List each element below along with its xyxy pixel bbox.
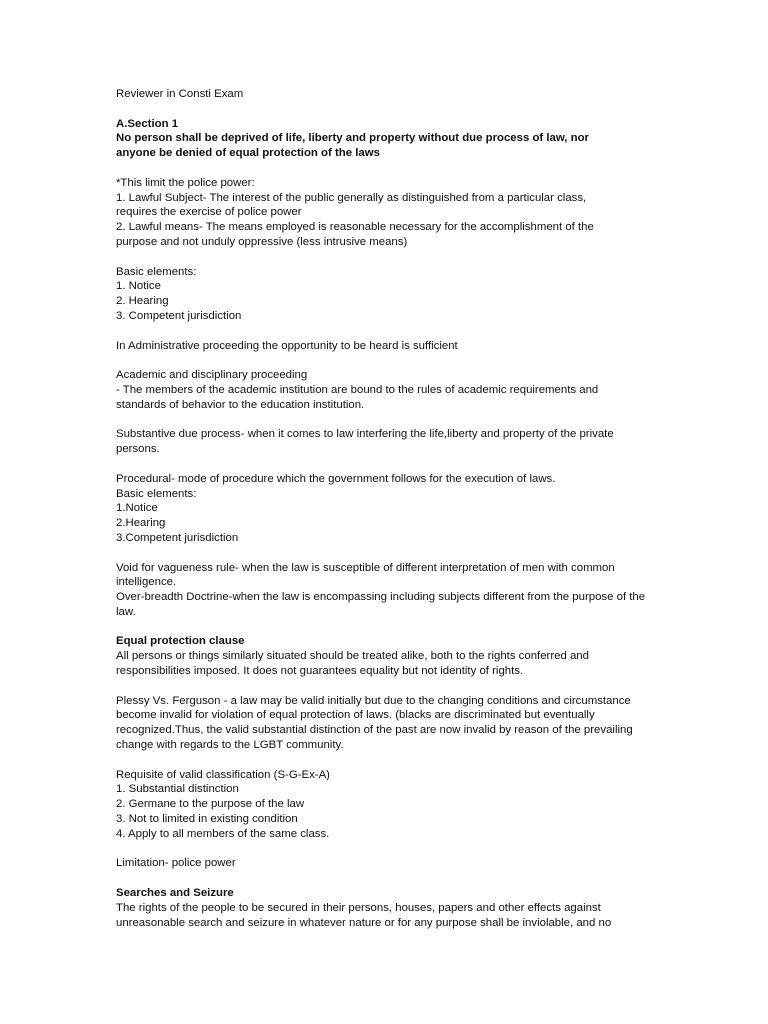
substantive-due-process: Substantive due process- when it comes to law interfering the life,liberty and property of the private persons.	[116, 428, 614, 456]
document-title: Reviewer in Consti Exam	[116, 88, 244, 100]
equal-protection-text: All persons or things similarly situated should be treated alike, both to the rights conferred and responsibilities imposed. It does not guarantees equality but not identity of rights.	[116, 650, 589, 678]
section-a-heading: A.Section 1	[116, 117, 179, 130]
procedural-text: Procedural- mode of procedure which the government follows for the execution of laws.	[116, 472, 556, 485]
basic-element-item: 1. Notice	[116, 280, 161, 293]
basic-element-item: 3. Competent jurisdiction	[116, 309, 242, 322]
classification-item: 4. Apply to all members of the same class.	[116, 827, 330, 840]
classification-item: 2. Germane to the purpose of the law	[116, 798, 305, 811]
void-for-vagueness-rule: Void for vagueness rule- when the law is susceptible of different interpretation of men with common intelligence.	[116, 561, 615, 589]
limitation-note: Limitation- police power	[116, 857, 236, 870]
equal-protection-heading: Equal protection clause	[116, 635, 245, 648]
searches-seizure-heading: Searches and Seizure	[116, 887, 234, 900]
police-power-intro: *This limit the police power:	[116, 176, 255, 189]
searches-seizure-text: The rights of the people to be secured in their persons, houses, papers and other effects against unreasonable search and seizure in whatever nature or for any purpose shall be inviolable, and no	[116, 901, 612, 929]
police-power-item-1: 1. Lawful Subject- The interest of the public generally as distinguished from a particular class, requires the exercise of police power	[116, 191, 587, 219]
procedural-element-item: 2.Hearing	[116, 517, 166, 530]
plessy-vs-ferguson: Plessy Vs. Ferguson - a law may be valid initially but due to the changing conditions and circumstance become invalid for violation of equal protection of laws. (blacks are discriminated but eventually recognized.Thus, the valid substantial distinction of the past are now invalid by reason of the prevailing change with regards to the LGBT community.	[116, 694, 633, 752]
basic-element-item: 2. Hearing	[116, 295, 169, 308]
academic-heading: Academic and disciplinary proceeding	[116, 369, 308, 382]
academic-text: - The members of the academic institution are bound to the rules of academic requirements and standards of behavior to the education institution.	[116, 383, 599, 411]
section-a-provision: No person shall be deprived of life, liberty and property without due process of law, nor anyone be denied of equal protection of the laws	[116, 132, 589, 160]
overbreadth-doctrine: Over-breadth Doctrine-when the law is encompassing including subjects different from the purpose of the law.	[116, 591, 646, 618]
classification-item: 1. Substantial distinction	[116, 783, 239, 796]
classification-item: 3. Not to limited in existing condition	[116, 813, 298, 826]
procedural-element-item: 1.Notice	[116, 502, 158, 515]
classification-label: Requisite of valid classification (S-G-Ex-A)	[116, 768, 330, 781]
administrative-proceeding-note: In Administrative proceeding the opportunity to be heard is sufficient	[116, 339, 458, 352]
document-body	[116, 87, 728, 930]
basic-elements-label: Basic elements:	[116, 265, 197, 278]
police-power-item-2: 2. Lawful means- The means employed is reasonable necessary for the accomplishment of the purpose and not unduly oppressive (less intrusive means)	[116, 221, 594, 248]
procedural-elements-label: Basic elements:	[116, 487, 197, 500]
procedural-element-item: 3.Competent jurisdiction	[116, 531, 239, 544]
